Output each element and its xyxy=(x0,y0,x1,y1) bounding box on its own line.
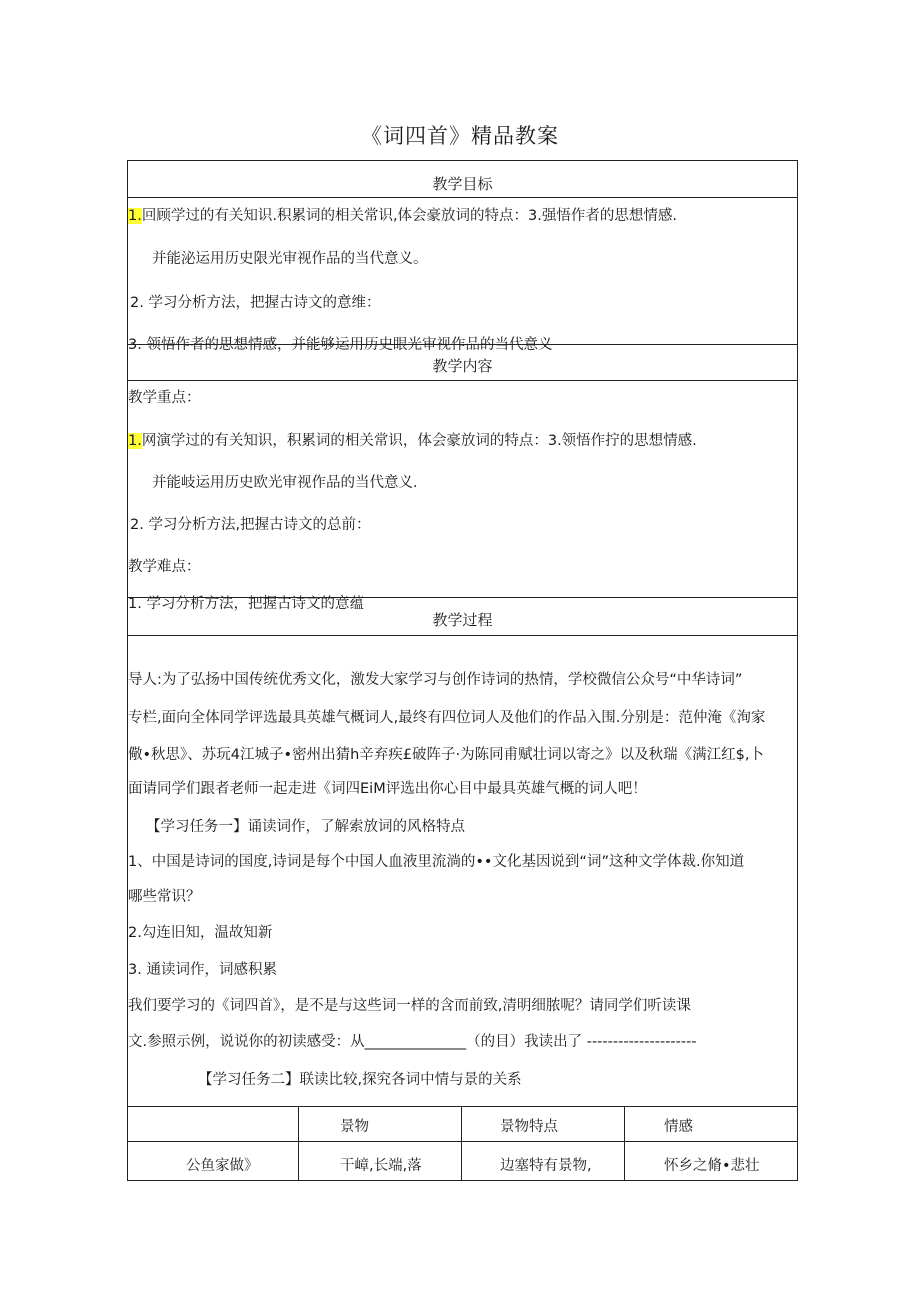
goal-item-2: 2. 学习分析方法，把握古诗文的意维： xyxy=(130,295,381,311)
divider xyxy=(127,197,798,198)
question-3: 3. 通读词作，词感积累 xyxy=(128,962,277,978)
highlight-number: 1. xyxy=(128,433,142,449)
question-1-line-2: 哪些常识？ xyxy=(128,889,201,905)
divider xyxy=(127,597,798,598)
table-col-divider xyxy=(461,1106,462,1181)
table-row-divider xyxy=(127,1141,798,1142)
table-col-divider xyxy=(298,1106,299,1181)
divider xyxy=(127,380,798,381)
key-points-label: 教学重点： xyxy=(128,390,201,406)
table-cell-scenery: 干嶂,长端,落 xyxy=(340,1158,422,1174)
intro-line-4: 面请同学们跟者老师一起走进《词四EiM评选出你心目中最具英雄气概的词人吧！ xyxy=(128,781,647,797)
table-cell-features: 边塞特有景物, xyxy=(500,1158,592,1174)
table-header-features: 景物特点 xyxy=(500,1119,558,1135)
key-item-1 xyxy=(128,429,697,450)
key-item-1-text: 网演学过的有关知识，积累词的相关常识，体会豪放词的特点：3.领悟作拧的思想情感. xyxy=(141,433,697,449)
goal-item-1-text: 回顾学过的有关知识.积累词的相关常识,体会豪放词的特点：3.强悟作者的思想情感. xyxy=(141,208,678,224)
difficulty-item: 1. 学习分析方法，把握古诗文的意蕴 xyxy=(128,596,364,612)
table-header-emotion: 情感 xyxy=(664,1119,693,1135)
section-header-content: 教学内容 xyxy=(432,357,493,375)
table-top-border xyxy=(127,1106,798,1107)
intro-line-2: 专栏,面向全体同学评选最具英雄气概词人,最终有四位词人及他们的作品入围.分别是：范仲淹《洵家 xyxy=(128,710,766,726)
task-1-heading: 【学习任务一】诵读词作，了解索放词的风格特点 xyxy=(146,819,465,835)
divider xyxy=(127,344,798,345)
section-header-process: 教学过程 xyxy=(432,611,493,629)
divider xyxy=(127,635,798,636)
goal-item-3-clipped xyxy=(128,333,798,353)
fill-blank: ______________ xyxy=(364,1034,467,1050)
section-header-goals: 教学目标 xyxy=(432,175,493,193)
fill-dashes: --------------------- xyxy=(586,1034,697,1050)
goal-item-1 xyxy=(128,204,677,225)
table-header-scenery: 景物 xyxy=(340,1119,369,1135)
table-col-divider xyxy=(624,1106,625,1181)
difficulty-label: 教学难点： xyxy=(128,559,201,575)
task-2-heading: 【学习任务二】联读比较,探究各词中情与景的关系 xyxy=(198,1072,522,1088)
highlight-number: 1. xyxy=(128,208,142,224)
question-1-line-1: 1、中国是诗词的国度,诗词是每个中国人血液里流淌的••文化基因说到“词”这种文学体裁.你知道 xyxy=(128,854,745,870)
reading-line-2 xyxy=(128,1030,697,1051)
table-cell-poem: 公鱼家做》 xyxy=(186,1158,259,1174)
goal-item-3: 3. 领悟作者的思想情感，并能够运用历史眼光审视作品的当代意义 xyxy=(128,337,553,353)
question-2: 2.勾连旧知，温故知新 xyxy=(128,925,273,941)
document-title: 《词四首》精品教案 xyxy=(361,124,559,148)
key-item-2: 2. 学习分析方法,把握古诗文的总前： xyxy=(130,517,371,533)
table-cell-emotion: 怀乡之脩•悲壮 xyxy=(664,1158,760,1174)
key-item-1-continued: 并能岐运用历史欧光审视作品的当代意义. xyxy=(152,475,418,491)
reading-line-1: 我们要学习的《词四首》，是不是与这些词一样的含而前致,清明细脓呢？请同学们听读课 xyxy=(128,998,691,1014)
reading-prompt: 文.参照示例，说说你的初读感受：从 xyxy=(128,1034,365,1050)
intro-line-3: 儆•秋思》、苏玩4江城子•密州出猜h辛弃疾£破阵子·为陈同甫赋壮词以寄之》以及秋瑞《满江红$,卜 xyxy=(128,747,764,763)
reading-prompt-2: （的目）我读出了 xyxy=(466,1034,583,1050)
intro-line-1: 导人:为了弘扬中国传统优秀文化，激发大家学习与创作诗词的热情，学校微信公众号“中华诗词” xyxy=(128,672,743,688)
goal-item-1-continued: 并能泌运用历史限光审视作品的当代意义。 xyxy=(152,251,428,267)
